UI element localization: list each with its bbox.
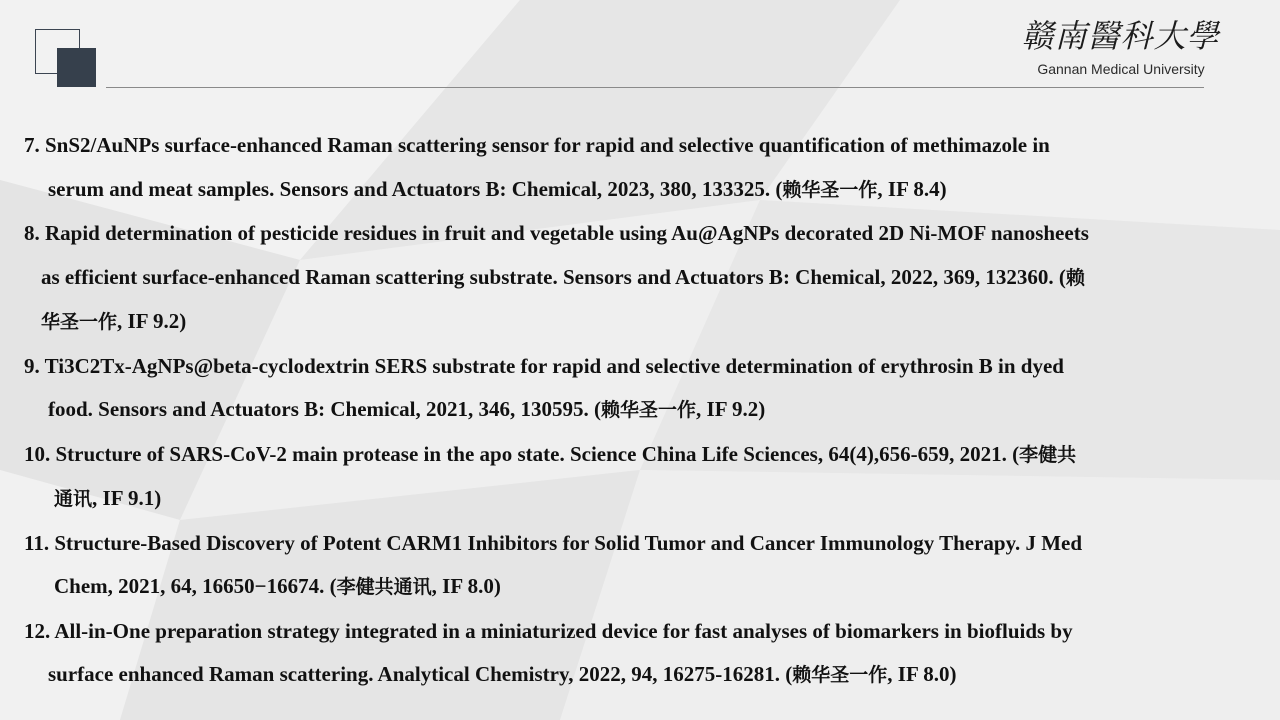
author-role-text: 华圣一作 [41,311,118,333]
logo-square-filled [57,48,96,87]
reference-list [24,124,1256,698]
reference-item [24,212,1256,345]
reference-line: 11. Structure-Based Discovery of Potent CARM1 Inhibitors for Solid Tumor and Cancer Immunology Therapy. J Med [24,530,1083,555]
reference-line: Chem, 2021, 64, 16650−16674. (李健共通讯, IF 8.0) [54,574,501,598]
reference-line: 12. All-in-One preparation strategy integrated in a miniaturized device for fast analyses of biomarkers in biofluids by [24,618,1073,643]
reference-line: serum and meat samples. Sensors and Actuators B: Chemical, 2023, 380, 133325. (赖华圣一作, IF 8.4) [48,176,947,201]
author-role-text: 赖华圣一作 [792,664,888,686]
header-divider [106,87,1204,88]
author-role-text: 赖 [1065,266,1085,289]
reference-item [24,610,1256,698]
reference-item [24,433,1256,522]
reference-line: as efficient surface-enhanced Raman scattering substrate. Sensors and Actuators B: Chemical, 2022, 369, 132360. (赖 [41,264,1085,289]
reference-line: 7. SnS2/AuNPs surface-enhanced Raman scattering sensor for rapid and selective quantification of methimazole in [24,133,1050,157]
reference-line: 9. Ti3C2Tx-AgNPs@beta-cyclodextrin SERS substrate for rapid and selective determination of erythrosin B in dyed [24,353,1064,378]
author-role-text: 赖华圣一作 [601,399,697,421]
reference-line: 华圣一作, IF 9.2) [41,309,187,333]
reference-item [24,522,1256,610]
reference-line: surface enhanced Raman scattering. Analytical Chemistry, 2022, 94, 16275-16281. (赖华圣一作, IF 8.0) [48,662,957,686]
reference-line: 通讯, IF 9.1) [54,486,162,510]
reference-item [24,345,1256,433]
university-name-english: Gannan Medical University [1037,61,1205,77]
author-role-text: 李健共 [1019,443,1077,466]
university-name-chinese: 赣南醫科大學 [1021,17,1220,55]
reference-line: 8. Rapid determination of pesticide residues in fruit and vegetable using Au@AgNPs decorated 2D Ni-MOF nanosheets [24,221,1089,245]
author-role-text: 李健共通讯 [336,576,432,598]
reference-line: food. Sensors and Actuators B: Chemical, 2021, 346, 130595. (赖华圣一作, IF 9.2) [48,397,766,421]
reference-line: 10. Structure of SARS-CoV-2 main protease in the apo state. Science China Life Sciences, 64(4),656-659, 2021. (李健共 [24,441,1077,466]
author-role-text: 通讯 [54,488,93,510]
author-role-text: 赖华圣一作 [782,178,878,201]
reference-item [24,124,1256,212]
